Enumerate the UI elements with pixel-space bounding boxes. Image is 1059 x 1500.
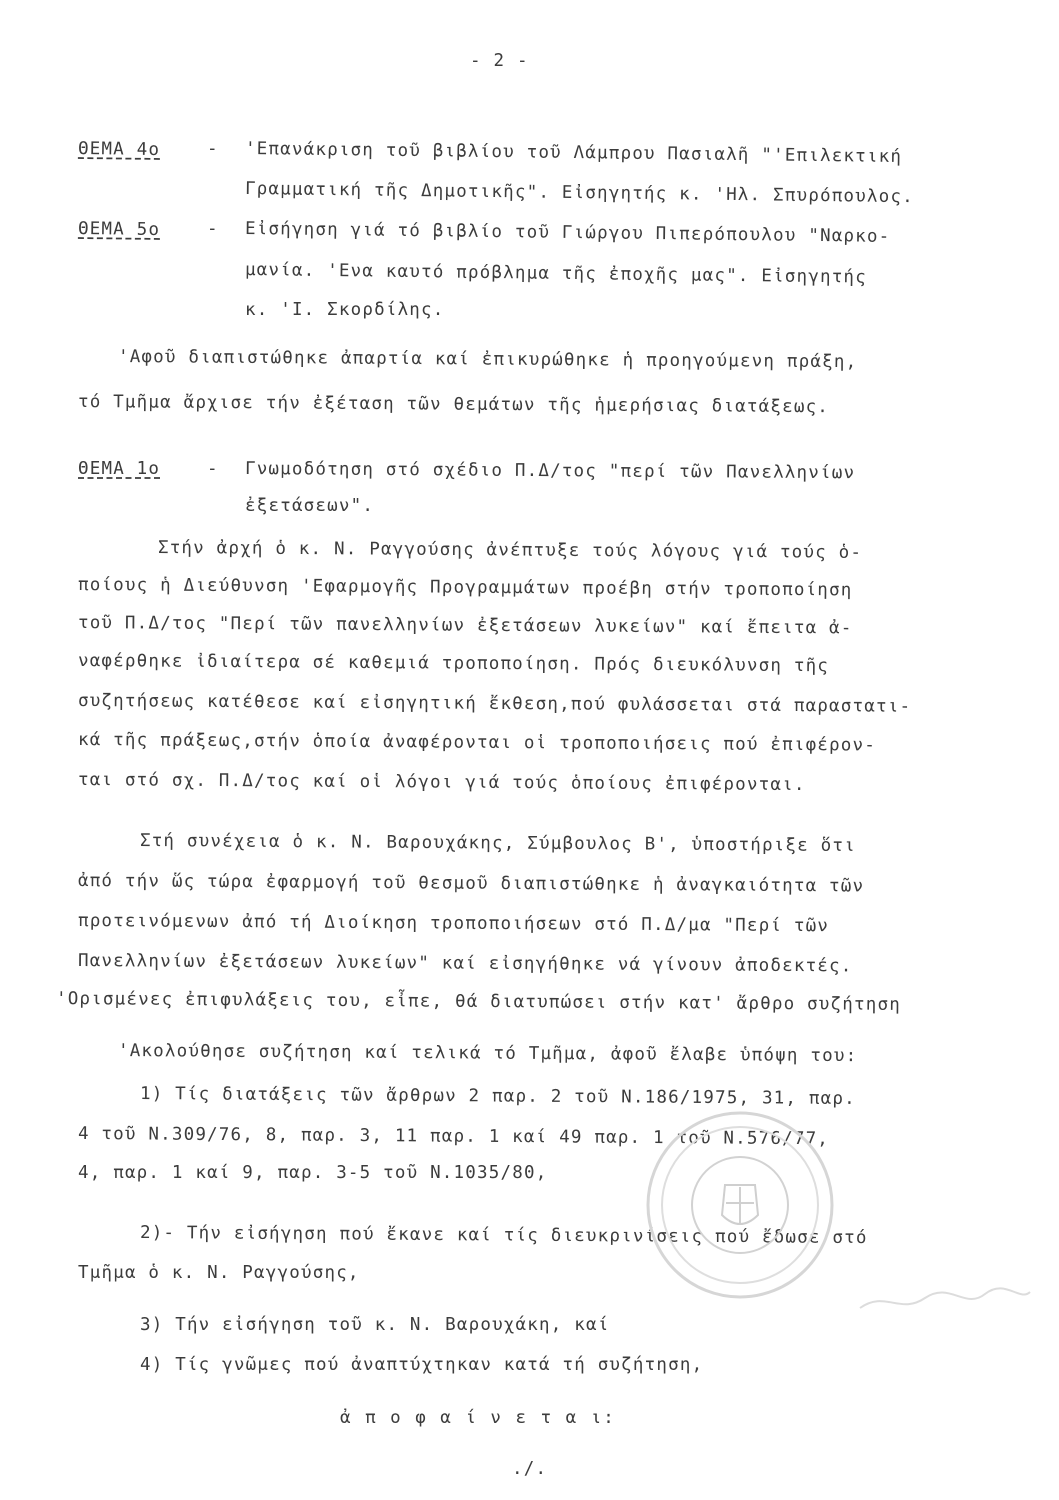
theme-4-line-1: 'Επανάκριση τοῦ βιβλίου τοῦ Λάμπρου Πασιαλῆ "'Επιλεκτική <box>244 139 903 168</box>
theme-1-line-1: Γνωμοδότηση στό σχέδιο Π.Δ/τος "περί τῶν Πανελληνίων <box>244 459 856 484</box>
page-number: - 2 - <box>470 51 529 71</box>
item-1-line-3: 4, παρ. 1 καί 9, παρ. 3-5 τοῦ Ν.1035/80, <box>78 1163 548 1183</box>
paragraph-2-line-3: προτεινόμενων ἀπό τή Διοίκηση τροποποιήσεων στό Π.Δ/μα "Περί τῶν <box>77 911 830 937</box>
theme-5-line-1: Εἰσήγηση γιά τό βιβλίο τοῦ Γιώργου Πιπερόπουλου "Ναρκο- <box>244 219 891 247</box>
item-4-line-1: 4) Τίς γνῶμες πού ἀναπτύχτηκαν κατά τή συζήτηση, <box>140 1355 704 1375</box>
item-1-line-2: 4 τοῦ Ν.309/76, 8, παρ. 3, 11 παρ. 1 καί 49 παρ. 1 τοῦ Ν.576/77, <box>77 1124 830 1150</box>
paragraph-1-line-5: συζητήσεως κατέθεσε καί εἰσηγητική ἔκθεση,πού φυλάσσεται στά παραστατι- <box>77 691 912 717</box>
paragraph-1-line-1: Στήν ἀρχή ὁ κ. Ν. Ραγγούσης ἀνέπτυξε τούς λόγους γιά τούς ὁ- <box>157 538 863 563</box>
intro-line-1: 'Αφοῦ διαπιστώθηκε ἀπαρτία καί ἐπικυρώθηκε ἡ προηγούμενη πράξη, <box>117 347 858 373</box>
paragraph-2-line-1: Στή συνέχεια ὁ κ. Ν. Βαρουχάκης, Σύμβουλος Β', ὑποστήριξε ὅτι <box>139 831 856 856</box>
theme-1-label: ΘΕΜΑ 1ο <box>78 459 161 479</box>
paragraph-2-line-5: 'Ορισμένες ἐπιφυλάξεις του, εἶπε, θά διατυπώσει στήν κατ' ἄρθρο συζήτηση <box>55 989 902 1015</box>
continuation-mark: ./. <box>512 1459 548 1479</box>
theme-4-line-2: Γραμματική τῆς Δημοτικῆς". Εἰσηγητής κ. 'Ηλ. Σπυρόπουλος. <box>244 179 915 208</box>
decision-word: ἀ π ο φ α ί ν ε τ α ι: <box>340 1408 616 1428</box>
theme-5-line-2: μανία. 'Ενα καυτό πρόβλημα τῆς ἐποχῆς μας". Εἰσηγητής <box>244 260 868 288</box>
paragraph-1-line-4: ναφέρθηκε ἰδιαίτερα σέ καθεμιά τροποποίηση. Πρός διευκόλυνση τῆς <box>77 651 830 677</box>
paragraph-1-line-6: κά τῆς πράξεως,στήν ὁποία ἀναφέρονται οἱ τροποποιήσεις πού ἐπιφέρον- <box>77 730 877 756</box>
paragraph-3: 'Ακολούθησε συζήτηση καί τελικά τό Τμῆμα, ἀφοῦ ἔλαβε ὑπόψη του: <box>117 1041 858 1067</box>
item-2-line-1: 2)- Τήν εἰσήγηση πού ἔκανε καί τίς διευκρινίσεις πού ἔδωσε στό <box>139 1223 868 1249</box>
theme-5-line-3: κ. 'Ι. Σκορδίλης. <box>245 300 445 320</box>
theme-1-dash: - <box>207 459 219 479</box>
paragraph-1-line-2: ποίους ἡ Διεύθυνση 'Εφαρμογῆς Προγραμμάτων προέβη στήν τροποποίηση <box>77 575 853 601</box>
intro-line-2: τό Τμῆμα ἄρχισε τήν ἐξέταση τῶν θεμάτων τῆς ἡμερήσιας διατάξεως. <box>77 392 830 418</box>
official-stamp-seal <box>640 1105 840 1305</box>
theme-4-dash: - <box>207 139 219 159</box>
theme-5-dash: - <box>207 219 219 239</box>
item-2-line-2: Τμῆμα ὁ κ. Ν. Ραγγούσης, <box>78 1263 360 1283</box>
paragraph-2-line-4: Πανελληνίων ἐξετάσεων λυκείων" καί εἰσηγήθηκε νά γίνουν ἀποδεκτές. <box>77 951 853 977</box>
paragraph-2-line-2: ἀπό τήν ὥς τώρα ἐφαρμογή τοῦ θεσμοῦ διαπιστώθηκε ἡ ἀναγκαιότητα τῶν <box>77 871 865 897</box>
paragraph-1-line-3: τοῦ Π.Δ/τος "Περί τῶν πανελληνίων ἐξετάσεων λυκείων" καί ἔπειτα ἀ- <box>77 613 853 639</box>
theme-5-label: ΘΕΜΑ 5ο <box>77 219 161 241</box>
theme-4-label: ΘΕΜΑ 4ο <box>77 139 161 161</box>
item-1-line-1: 1) Τίς διατάξεις τῶν ἄρθρων 2 παρ. 2 τοῦ Ν.186/1975, 31, παρ. <box>139 1084 856 1109</box>
paragraph-1-line-7: ται στό σχ. Π.Δ/τος καί οἱ λόγοι γιά τούς ὁποίους ἐπιφέρονται. <box>77 770 806 796</box>
item-3-line-1: 3) Τήν εἰσήγηση τοῦ κ. Ν. Βαρουχάκη, καί <box>140 1315 610 1335</box>
signature <box>855 1280 1035 1320</box>
theme-1-line-2: ἐξετάσεων". <box>245 496 375 516</box>
